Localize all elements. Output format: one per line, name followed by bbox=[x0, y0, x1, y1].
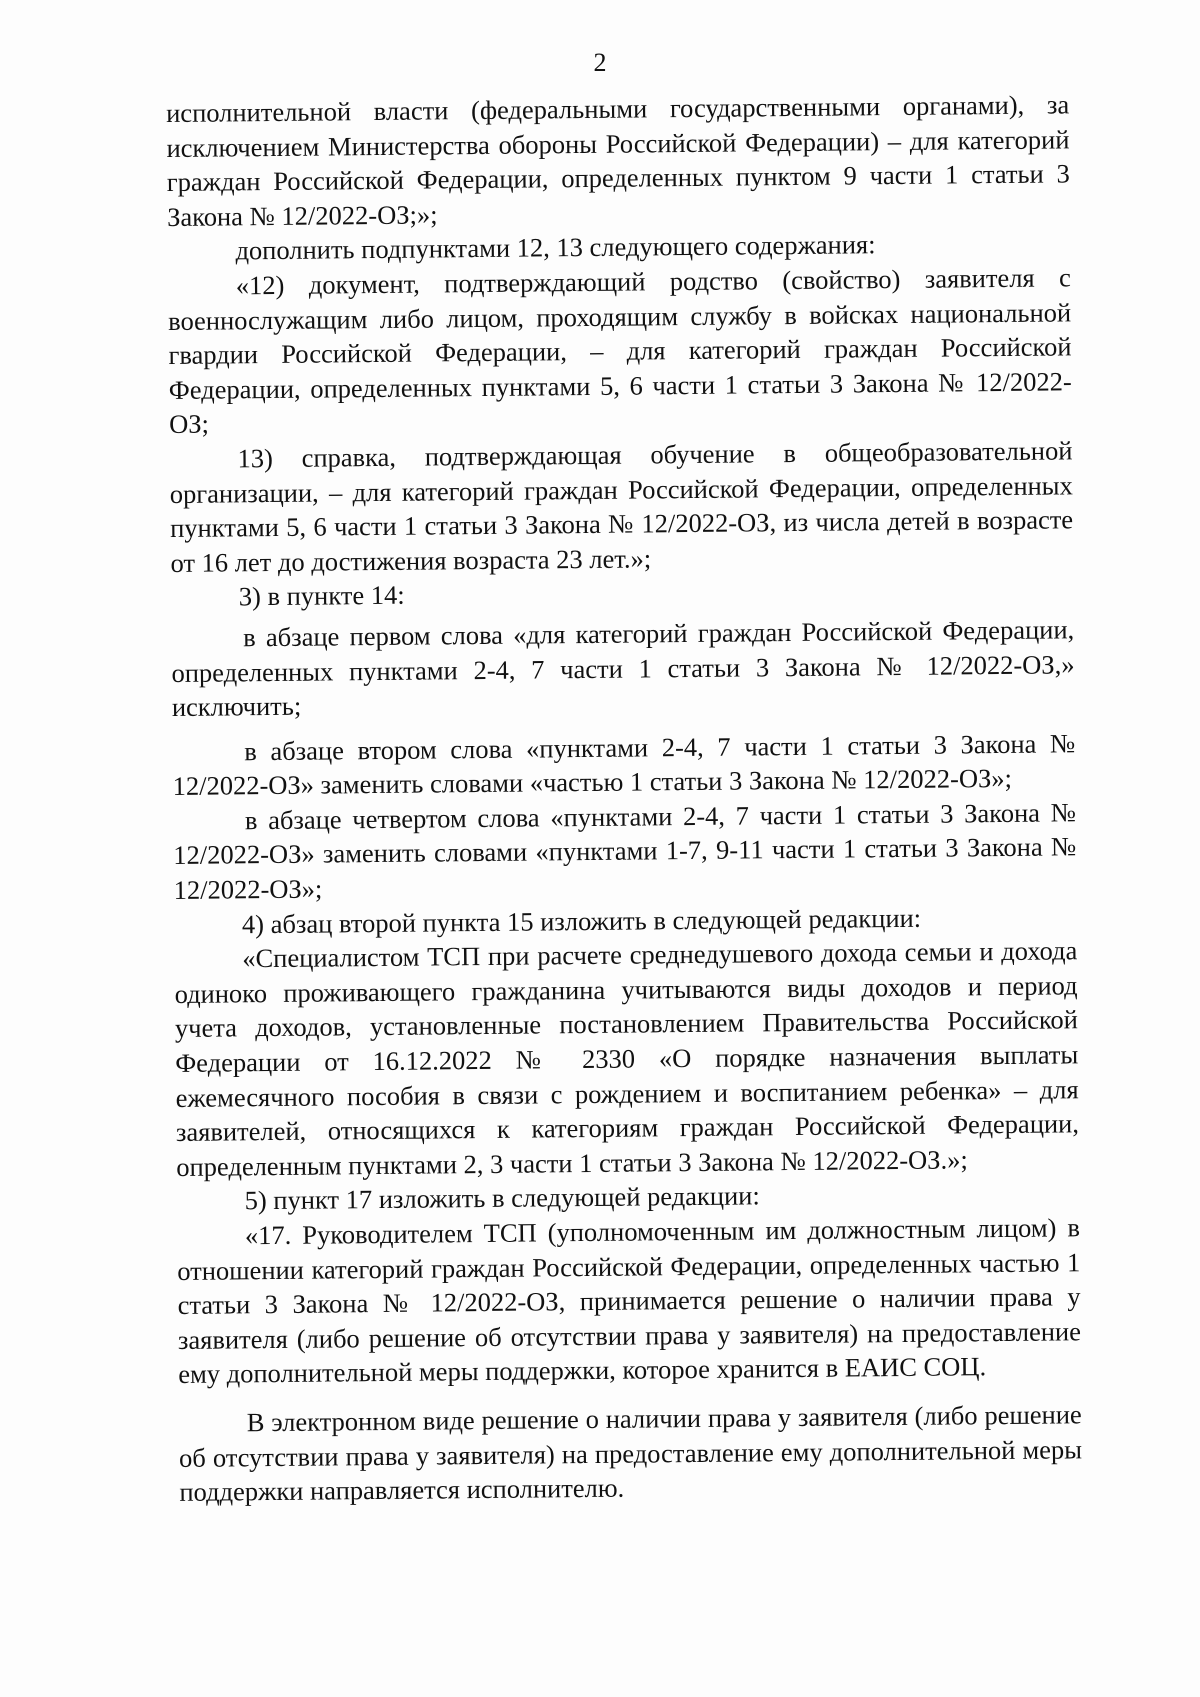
paragraph-subitem-13: 13) справка, подтверждающая обучение в общеобразовательной организации, – для категорий граждан Российской Федерации, определенных пунктами 5, 6 части 1 статьи 3 Закона № 12/2022-ОЗ, из числа детей в возрасте от 16 лет до достижения возраста 23 лет.»; bbox=[169, 435, 1074, 578]
paragraph-electronic-decision: В электронном виде решение о наличии права у заявителя (либо решение об отсутствии права у заявителя) на предоставление ему дополнительной меры поддержки направляется исполнителю. bbox=[178, 1399, 1083, 1508]
document-body bbox=[166, 87, 1083, 1509]
paragraph-item-17: «17. Руководителем ТСП (уполномоченным им должностным лицом) в отношении категорий граждан Российской Федерации, определенных частью 1 статьи 3 Закона № 12/2022-ОЗ, принимается решение о наличии права у заявителя (либо решение об отсутствии права у заявителя) на предоставление ему дополнительной меры поддержки, которое хранится в ЕАИС СОЦ. bbox=[177, 1212, 1082, 1390]
paragraph-fourth-abzac: в абзаце четвертом слова «пунктами 2-4, 7 части 1 статьи 3 Закона № 12/2022-ОЗ» заменить словами «пунктами 1-7, 9-11 части 1 статьи 3 Закона № 12/2022-ОЗ»; bbox=[173, 797, 1077, 906]
paragraph-add-subitems: дополнить подпунктами 12, 13 следующего содержания: bbox=[235, 229, 876, 266]
paragraph-specialist-tsp: «Специалистом ТСП при расчете среднедушевого дохода семьи и дохода одиноко проживающего гражданина учитываются виды доходов и период учета доходов, установленные постановлением Правительства Российской Федерации от 16.12.2022 № 2330 «О порядке назначения выплаты ежемесячного пособия в связи с рождением и воспитанием ребенка» – для заявителей, относящихся к категориям граждан Российской Федерации, определенным пунктами 2, 3 части 1 статьи 3 Закона № 12/2022-ОЗ.»; bbox=[174, 935, 1080, 1182]
paragraph-second-abzac: в абзаце втором слова «пунктами 2-4, 7 части 1 статьи 3 Закона № 12/2022-ОЗ» заменить словами «частью 1 статьи 3 Закона № 12/2022-ОЗ»; bbox=[172, 727, 1076, 802]
paragraph-item-3: 3) в пункте 14: bbox=[238, 580, 405, 612]
paragraph-item-4: 4) абзац второй пункта 15 изложить в следующей редакции: bbox=[241, 902, 922, 939]
page-number: 2 bbox=[593, 48, 607, 77]
paragraph-item-5: 5) пункт 17 изложить в следующей редакции: bbox=[244, 1180, 760, 1216]
paragraph-first-abzac: в абзаце первом слова «для категорий граждан Российской Федерации, определенных пунктами 2-4, 7 части 1 статьи 3 Закона № 12/2022-ОЗ,» исключить; bbox=[171, 614, 1075, 723]
paragraph-continuation: исполнительной власти (федеральными государственными органами), за исключением Министерства обороны Российской Федерации) – для категорий граждан Российской Федерации, определенных пунктом 9 части 1 статьи 3 Закона № 12/2022-ОЗ;»; bbox=[166, 89, 1070, 232]
paragraph-subitem-12: «12) документ, подтверждающий родство (свойство) заявителя с военнослужащим либо лицом, проходящим службу в войсках национальной гвардии Российской Федерации, – для категорий граждан Российской Федерации, определенных пунктами 5, 6 части 1 статьи 3 Закона № 12/2022-ОЗ; bbox=[168, 262, 1072, 440]
